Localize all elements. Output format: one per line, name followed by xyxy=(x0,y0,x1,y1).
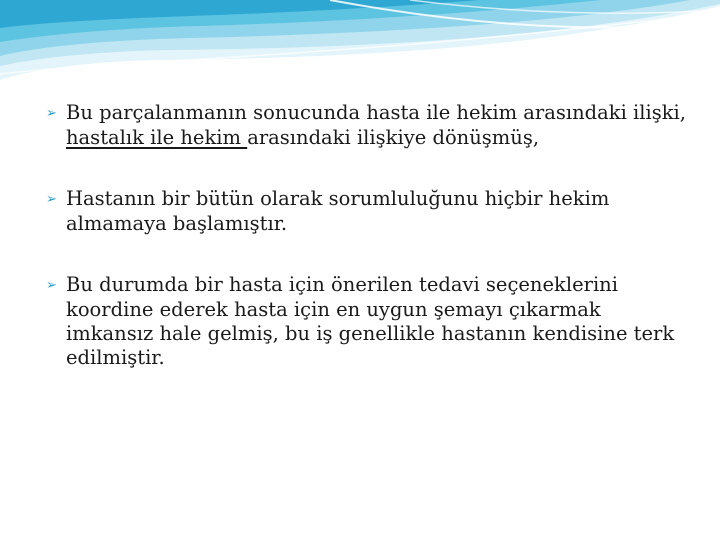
bullet-item-1 xyxy=(46,101,686,150)
bullet-text: Bu parçalanmanın sonucunda hasta ile hekim arasındaki ilişki, xyxy=(66,101,686,124)
bullet-arrow-icon: ➢ xyxy=(46,278,57,293)
header-wave-decoration xyxy=(0,0,720,90)
bullet-arrow-icon: ➢ xyxy=(46,192,57,207)
underlined-phrase: hastalık ile hekim xyxy=(66,126,248,149)
bullet-item-3 xyxy=(46,273,686,370)
bullet-arrow-icon: ➢ xyxy=(46,106,57,121)
bullet-list xyxy=(46,101,686,407)
bullet-text: Hastanın bir bütün olarak sorumluluğunu hiçbir hekim almamaya başlamıştır. xyxy=(66,187,610,235)
bullet-text: Bu durumda bir hasta için önerilen tedavi seçeneklerini koordine ederek hasta için en uygun şemayı çıkarmak imkansız hale gelmiş, bu iş genellikle hastanın kendisine terk edilmiştir. xyxy=(66,273,675,369)
bullet-item-2 xyxy=(46,187,686,236)
bullet-text-tail: arasındaki ilişkiye dönüşmüş, xyxy=(247,126,540,149)
